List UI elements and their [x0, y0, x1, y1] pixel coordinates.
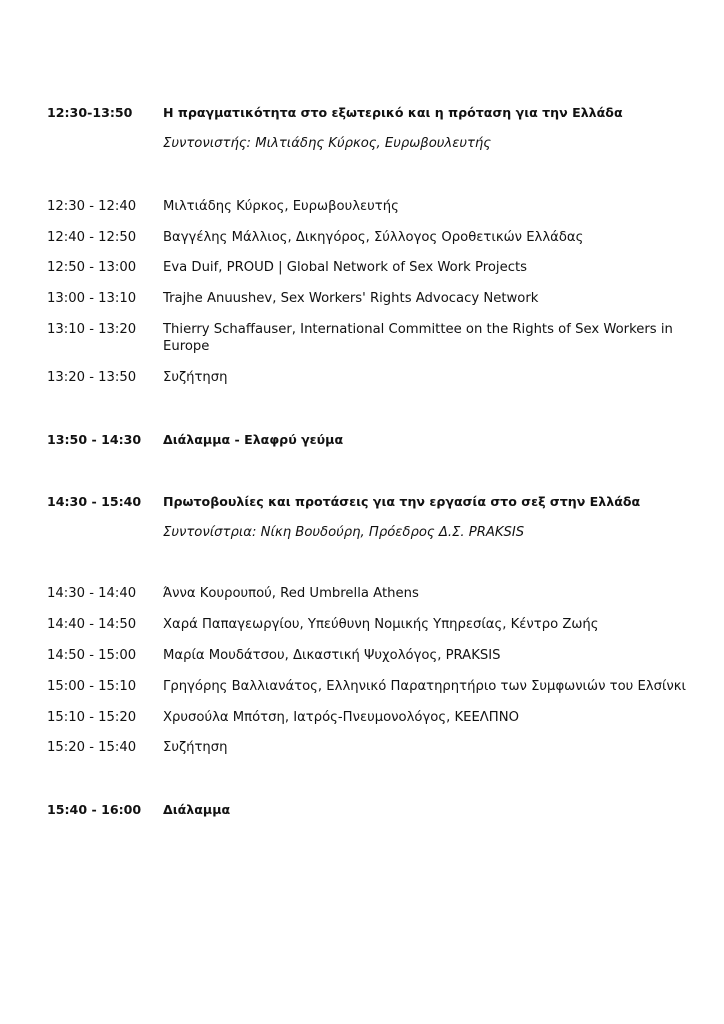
break-title: Διάλαμμα	[163, 802, 231, 817]
agenda-time: 14:40 - 14:50	[47, 617, 137, 632]
agenda-time: 14:30 - 14:40	[47, 586, 137, 601]
agenda-text: Συζήτηση	[163, 740, 228, 755]
agenda-time: 13:20 - 13:50	[47, 370, 137, 385]
session-moderator: Συντονίστρια: Νίκη Βουδούρη, Πρόεδρος Δ.Σ. PRAKSIS	[163, 525, 525, 540]
agenda-text: Άννα Κουρουπού, Red Umbrella Athens	[163, 586, 419, 601]
session-time: 12:30-13:50	[47, 105, 133, 120]
session-title: Πρωτοβουλίες και προτάσεις για την εργασία στο σεξ στην Ελλάδα	[163, 494, 641, 509]
agenda-time: 12:40 - 12:50	[47, 230, 137, 245]
agenda-time: 15:00 - 15:10	[47, 679, 137, 694]
agenda-text: Trajhe Anuushev, Sex Workers' Rights Advocacy Network	[163, 291, 539, 306]
agenda-time: 12:50 - 13:00	[47, 260, 137, 275]
break-title: Διάλαμμα - Ελαφρύ γεύμα	[163, 432, 344, 447]
agenda-time: 13:10 - 13:20	[47, 322, 137, 337]
agenda-time: 15:20 - 15:40	[47, 740, 137, 755]
agenda-time: 12:30 - 12:40	[47, 199, 137, 214]
agenda-text: Μαρία Μουδάτσου, Δικαστική Ψυχολόγος, PRAKSIS	[163, 648, 501, 663]
agenda-time: 14:50 - 15:00	[47, 648, 137, 663]
agenda-text: Γρηγόρης Βαλλιανάτος, Ελληνικό Παρατηρητήριο των Συμφωνιών του Ελσίνκι	[163, 679, 687, 694]
break-time: 15:40 - 16:00	[47, 802, 142, 817]
agenda-text: Thierry Schaffauser, International Committee on the Rights of Sex Workers in Europe	[163, 322, 673, 354]
agenda-time: 13:00 - 13:10	[47, 291, 137, 306]
agenda-text: Eva Duif, PROUD | Global Network of Sex Work Projects	[163, 260, 527, 275]
agenda-text: Μιλτιάδης Κύρκος, Ευρωβουλευτής	[163, 199, 399, 214]
session-moderator: Συντονιστής: Μιλτιάδης Κύρκος, Ευρωβουλευτής	[163, 136, 492, 151]
agenda-time: 15:10 - 15:20	[47, 710, 137, 725]
agenda-text: Συζήτηση	[163, 370, 228, 385]
session-time: 14:30 - 15:40	[47, 494, 142, 509]
agenda-text: Χαρά Παπαγεωργίου, Υπεύθυνη Νομικής Υπηρεσίας, Κέντρο Ζωής	[163, 617, 599, 632]
break-time: 13:50 - 14:30	[47, 432, 142, 447]
agenda-text: Χρυσούλα Μπότση, Ιατρός-Πνευμονολόγος, ΚΕΕΛΠΝΟ	[163, 710, 519, 725]
agenda-text: Βαγγέλης Μάλλιος, Δικηγόρος, Σύλλογος Οροθετικών Ελλάδας	[163, 230, 584, 245]
session-title: Η πραγματικότητα στο εξωτερικό και η πρόταση για την Ελλάδα	[163, 105, 623, 120]
